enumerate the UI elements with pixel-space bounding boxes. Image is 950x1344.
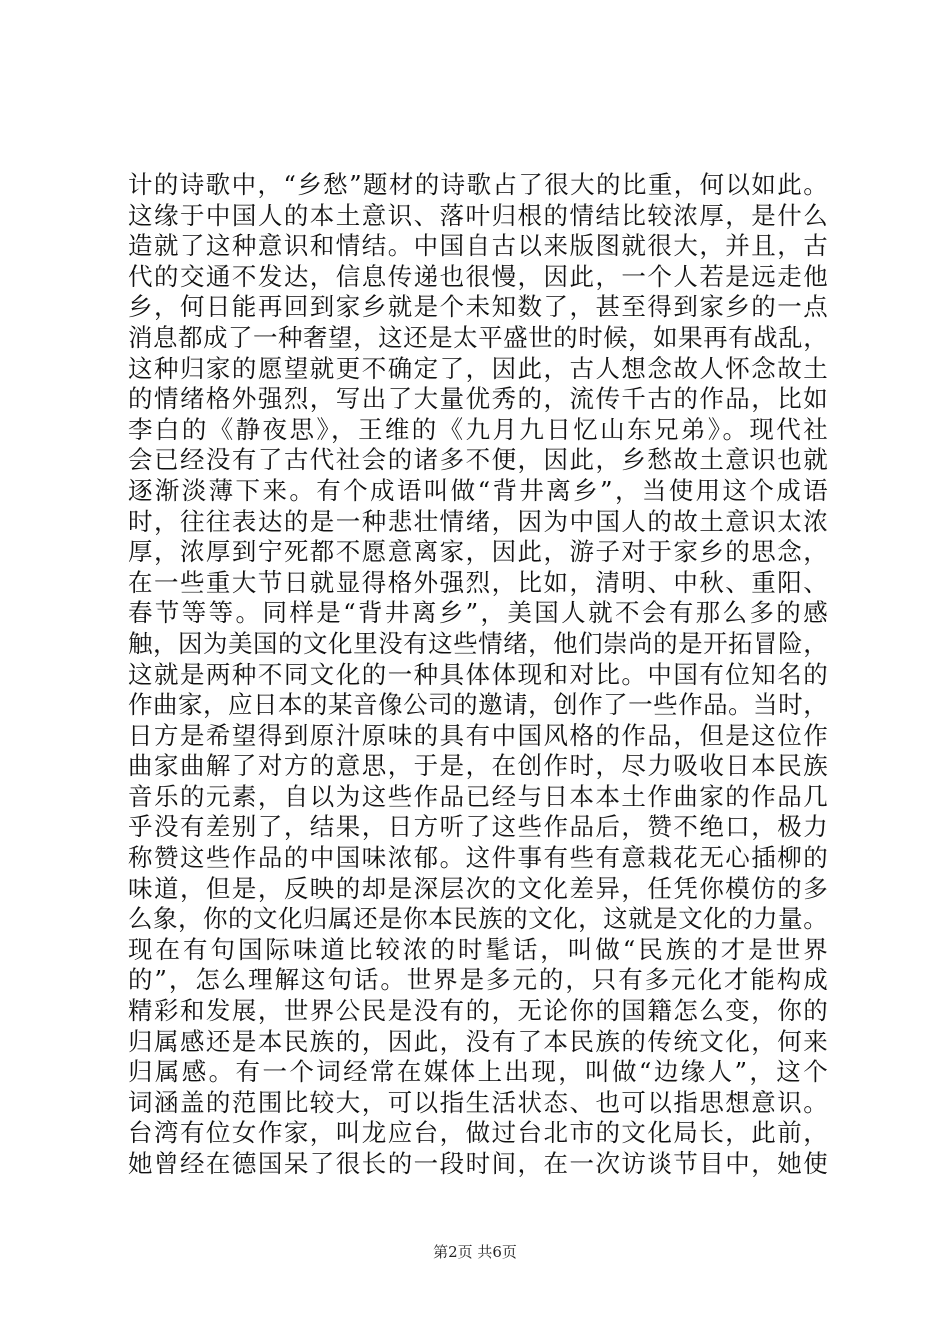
- text-line: 音乐的元素，自以为这些作品已经与日本本土作曲家的作品几: [128, 781, 828, 811]
- text-line: 台湾有位女作家，叫龙应台，做过台北市的文化局长，此前，: [128, 1118, 828, 1148]
- text-line: 在一些重大节日就显得格外强烈，比如，清明、中秋、重阳、: [128, 567, 828, 597]
- text-line: 作曲家，应日本的某音像公司的邀请，创作了一些作品。当时，: [128, 690, 828, 720]
- text-line: 逐渐淡薄下来。有个成语叫做“背井离乡”，当使用这个成语: [128, 475, 828, 505]
- text-line: 这种归家的愿望就更不确定了，因此，古人想念故人怀念故土: [128, 353, 828, 383]
- text-line: 这缘于中国人的本土意识、落叶归根的情结比较浓厚，是什么: [128, 200, 828, 230]
- text-line: 曲家曲解了对方的意思，于是，在创作时，尽力吸收日本民族: [128, 751, 828, 781]
- text-line: 时，往往表达的是一种悲壮情绪，因为中国人的故土意识太浓: [128, 506, 828, 536]
- text-line: 会已经没有了古代社会的诸多不便，因此，乡愁故土意识也就: [128, 445, 828, 475]
- text-line: 的情绪格外强烈，写出了大量优秀的，流传千古的作品，比如: [128, 384, 828, 414]
- body-text: [128, 170, 828, 1180]
- text-line: 现在有句国际味道比较浓的时髦话，叫做“民族的才是世界: [128, 934, 828, 964]
- text-line: 李白的《静夜思》，王维的《九月九日忆山东兄弟》。现代社: [128, 414, 828, 444]
- text-line: 计的诗歌中，“乡愁”题材的诗歌占了很大的比重，何以如此。: [128, 170, 828, 199]
- text-line: 日方是希望得到原汁原味的具有中国风格的作品，但是这位作: [128, 720, 828, 750]
- text-line: 造就了这种意识和情结。中国自古以来版图就很大，并且，古: [128, 231, 828, 261]
- text-line: 精彩和发展，世界公民是没有的，无论你的国籍怎么变，你的: [128, 996, 828, 1026]
- text-line: 味道，但是，反映的却是深层次的文化差异，任凭你模仿的多: [128, 873, 828, 903]
- text-line: 春节等等。同样是“背井离乡”，美国人就不会有那么多的感: [128, 598, 828, 628]
- text-line: 归属感还是本民族的，因此，没有了本民族的传统文化，何来: [128, 1026, 828, 1056]
- text-line: 消息都成了一种奢望，这还是太平盛世的时候，如果再有战乱，: [128, 322, 828, 352]
- text-line: 词涵盖的范围比较大，可以指生活状态、也可以指思想意识。: [128, 1087, 828, 1117]
- text-line: 触，因为美国的文化里没有这些情绪，他们崇尚的是开拓冒险，: [128, 628, 828, 658]
- text-line: 归属感。有一个词经常在媒体上出现，叫做“边缘人”，这个: [128, 1057, 828, 1087]
- text-line: 厚，浓厚到宁死都不愿意离家，因此，游子对于家乡的思念，: [128, 537, 828, 567]
- text-line: 代的交通不发达，信息传递也很慢，因此，一个人若是远走他: [128, 261, 828, 291]
- text-line: 这就是两种不同文化的一种具体体现和对比。中国有位知名的: [128, 659, 828, 689]
- text-line: 称赞这些作品的中国味浓郁。这件事有些有意栽花无心插柳的: [128, 843, 828, 873]
- text-line: 么象，你的文化归属还是你本民族的文化，这就是文化的力量。: [128, 904, 828, 934]
- text-line: 乎没有差别了，结果，日方听了这些作品后，赞不绝口，极力: [128, 812, 828, 842]
- page-footer: 第2页 共6页: [433, 1243, 517, 1261]
- text-line: 的”，怎么理解这句话。世界是多元的，只有多元化才能构成: [128, 965, 828, 995]
- text-line: 她曾经在德国呆了很长的一段时间，在一次访谈节目中，她使: [128, 1149, 828, 1178]
- text-line: 乡，何日能再回到家乡就是个未知数了，甚至得到家乡的一点: [128, 292, 828, 322]
